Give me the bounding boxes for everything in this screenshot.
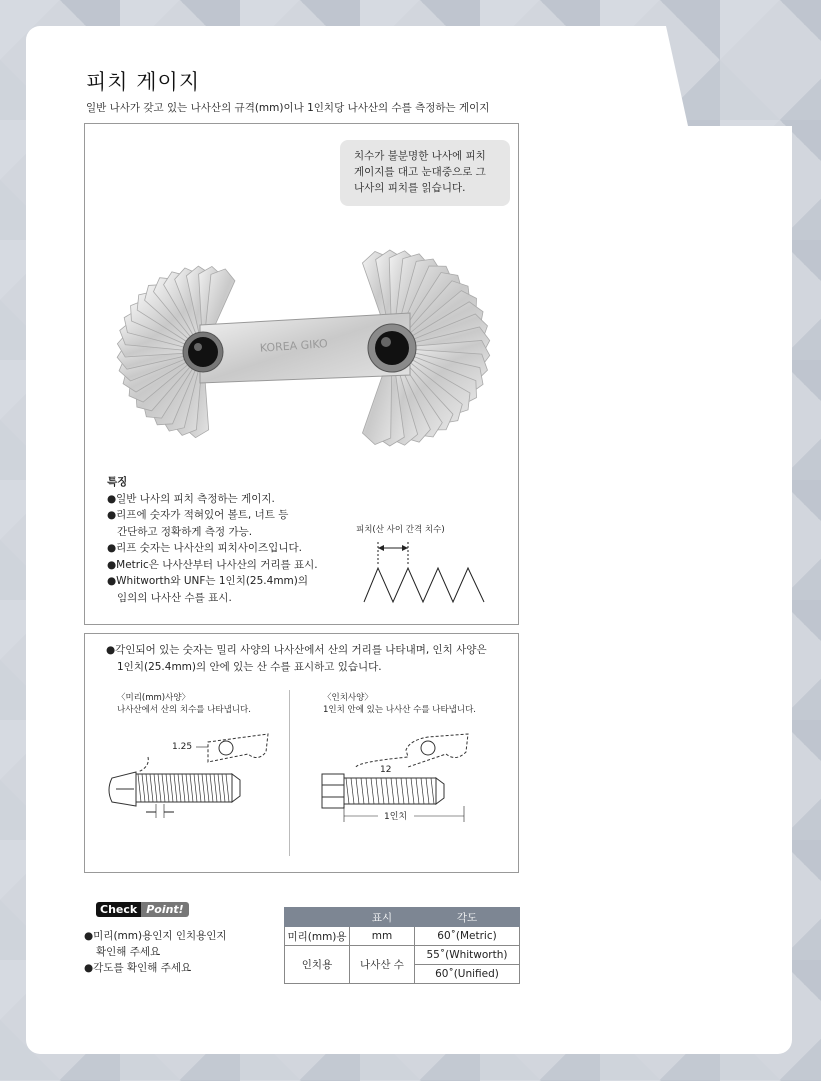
table-cell: 55˚(Whitworth) xyxy=(415,946,520,965)
check-point-badge xyxy=(96,902,189,917)
feature-item: ●Metric은 나사산부터 나사산의 거리를 표시. xyxy=(107,558,318,571)
inch-spec-desc: 1인치 안에 있는 나사산 수를 나타냅니다. xyxy=(323,705,476,715)
table-cell: 나사산 수 xyxy=(350,946,415,984)
table-row xyxy=(285,927,520,946)
mm-spec-title: 〈미리(mm)사양〉 xyxy=(117,693,191,703)
table-header-cell xyxy=(285,908,350,927)
note-line: ●각인되어 있는 숫자는 밀리 사양의 나사산에서 산의 거리를 나타내며, 인치 사양은 xyxy=(106,644,487,656)
gauge-engraving: KOREA GIKO xyxy=(259,337,329,355)
usage-bubble xyxy=(340,140,510,206)
spec-table xyxy=(284,907,520,984)
engraving-note xyxy=(106,642,487,676)
mm-spec-desc: 나사산에서 산의 치수를 나타냅니다. xyxy=(117,705,251,715)
table-row xyxy=(285,946,520,965)
feature-item: 임의의 나사산 수를 표시. xyxy=(117,591,232,604)
inch-span-label: 1인치 xyxy=(384,812,408,822)
table-header-cell: 각도 xyxy=(415,908,520,927)
feature-item: ●일반 나사의 피치 측정하는 게이지. xyxy=(107,492,275,505)
features-list xyxy=(107,474,318,606)
feature-item: ●Whitworth와 UNF는 1인치(25.4mm)의 xyxy=(107,575,309,587)
check-item: ●미리(mm)용인지 인치용인지 xyxy=(84,930,227,942)
feature-item: ●리프에 숫자가 적혀있어 볼트, 너트 등 xyxy=(107,509,289,521)
feature-item: ●리프 숫자는 나사산의 피치사이즈입니다. xyxy=(107,542,302,554)
mm-pitch-value: 1.25 xyxy=(172,742,193,752)
thread-profile-diagram xyxy=(360,540,490,606)
note-line: 1인치(25.4mm)의 안에 있는 산 수를 표시하고 있습니다. xyxy=(117,661,382,673)
check-item: ●각도를 확인해 주세요 xyxy=(84,962,192,974)
point-badge: Point! xyxy=(141,902,189,917)
divider xyxy=(289,690,290,856)
pitch-gauge-image xyxy=(110,245,510,455)
inch-thread-value: 12 xyxy=(380,765,392,775)
table-header-row xyxy=(285,908,520,927)
table-cell: 60˚(Unified) xyxy=(415,965,520,984)
pitch-label: 피치(산 사이 간격 치수) xyxy=(356,525,445,535)
inch-spec-title: 〈인치사양〉 xyxy=(323,693,373,703)
bubble-line: 나사의 피치를 읽습니다. xyxy=(354,182,466,194)
mm-bolt-diagram xyxy=(108,722,278,822)
table-cell: mm xyxy=(350,927,415,946)
inch-spec-caption xyxy=(323,692,476,716)
feature-item: 간단하고 정확하게 측정 가능. xyxy=(117,525,253,538)
features-heading: 특징 xyxy=(107,476,128,488)
page-subtitle: 일반 나사가 갖고 있는 나사산의 규격(mm)이나 1인치당 나사산의 수를 측정하는 게이지 xyxy=(86,102,490,114)
table-cell: 60˚(Metric) xyxy=(415,927,520,946)
inch-bolt-diagram xyxy=(318,722,478,832)
page-title: 피치 게이지 xyxy=(86,70,201,94)
check-badge: Check xyxy=(96,902,141,917)
table-cell: 미리(mm)용 xyxy=(285,927,350,946)
check-list xyxy=(84,928,227,976)
table-cell: 인치용 xyxy=(285,946,350,984)
check-item: 확인해 주세요 xyxy=(96,946,161,958)
bubble-line: 게이지를 대고 눈대중으로 그 xyxy=(354,166,486,178)
bubble-line: 치수가 불분명한 나사에 피치 xyxy=(354,150,486,162)
table-header-cell: 표시 xyxy=(350,908,415,927)
mm-spec-caption xyxy=(117,692,251,716)
